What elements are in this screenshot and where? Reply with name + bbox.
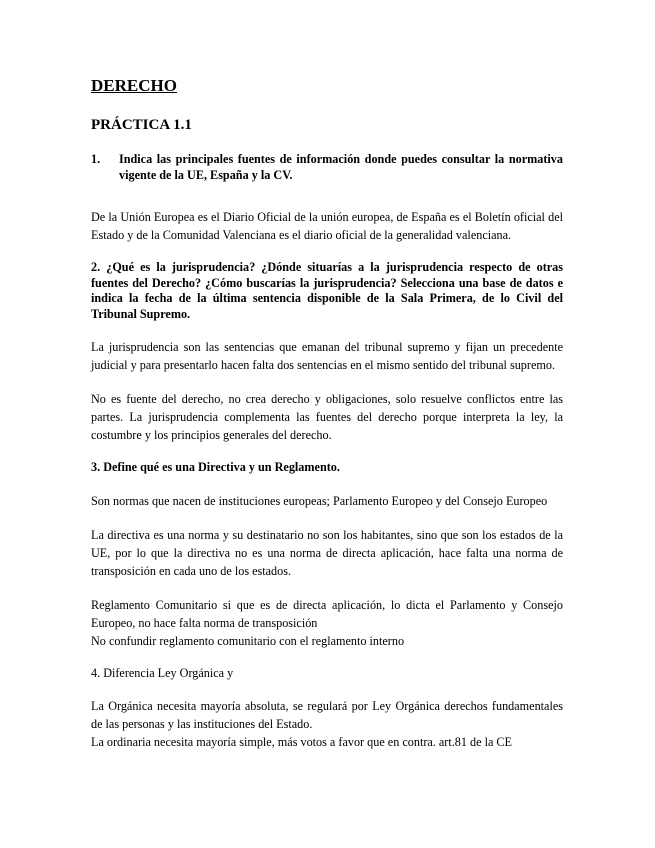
answer-3-paragraph-2: La directiva es una norma y su destinatario no son los habitantes, sino que son los estados de la UE, por lo que la directiva no es una norma de directa aplicación, hace falta una norma de transposición en cada uno de los estados. — [91, 527, 563, 578]
question-1-number: 1. — [91, 152, 101, 166]
answer-2-paragraph-2: No es fuente del derecho, no crea derecho y obligaciones, solo resuelve conflictos entre las partes. La jurisprudencia complementa las fuentes del derecho porque interpreta la ley, la costumbre y los principios generales del derecho. — [91, 392, 563, 442]
answer-2-paragraph-1: La jurisprudencia son las sentencias que emanan del tribunal supremo y fijan un precedente judicial y para presentarlo hacen falta dos sentencias en el mismo sentido del tribunal supremo. — [91, 340, 563, 372]
question-4: 4. Diferencia Ley Orgánica y — [91, 665, 234, 680]
answer-4-paragraph-1: La Orgánica necesita mayoría absoluta, se regulará por Ley Orgánica derechos fundamentales de las personas y las instituciones del Estado. — [91, 699, 563, 731]
question-3 — [91, 460, 563, 476]
answer-3-line-2: No confundir reglamento comunitario con el reglamento interno — [91, 633, 405, 648]
answer-4-paragraph-2: La ordinaria necesita mayoría simple, más votos a favor que en contra. art.81 de la CE — [91, 735, 512, 749]
answer-3-paragraph-1: Son normas que nacen de instituciones europeas; Parlamento Europeo y del Consejo Europeo — [91, 493, 548, 508]
question-1-text: Indica las principales fuentes de información donde puedes consultar la normativa vigente de la UE, España y la CV. — [119, 152, 563, 182]
document-title: DERECHO — [91, 76, 177, 95]
question-3-text: . Define qué es una Directiva y un Reglamento. — [97, 460, 340, 474]
question-2: 2. ¿Qué es la jurisprudencia? ¿Dónde situarías a la jurisprudencia respecto de otras fuentes del Derecho? ¿Cómo buscarías la jurisprudencia? Selecciona una base de datos e indica la fecha de la última sentencia disponible de la Sala Primera, de lo Civil del Tribunal Supremo. — [91, 260, 563, 321]
question-1 — [91, 152, 563, 183]
practice-heading: PRÁCTICA 1.1 — [91, 117, 192, 133]
answer-3-line-1: Reglamento Comunitario si que es de directa aplicación, lo dicta el Parlamento y Consejo Europeo, no hace falta norma de transposición — [91, 597, 563, 630]
answer-1: De la Unión Europea es el Diario Oficial de la unión europea, de España es el Boletín oficial del Estado y de la Comunidad Valenciana es el diario oficial de la generalidad valenciana. — [91, 210, 563, 242]
question-3-number: 3 — [91, 460, 98, 474]
answer-3-paragraph-3 — [91, 596, 563, 650]
